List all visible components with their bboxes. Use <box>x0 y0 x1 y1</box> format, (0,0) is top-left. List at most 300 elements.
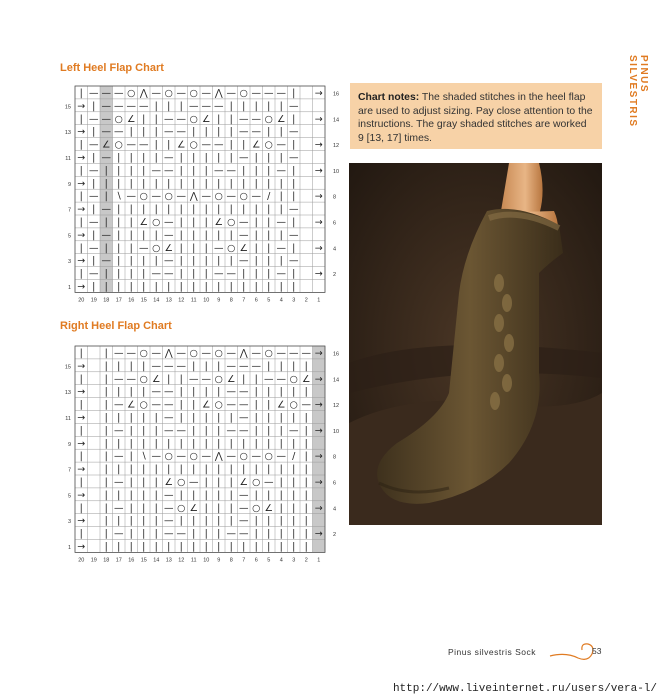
chart-cell: — <box>151 451 161 463</box>
chart-cell: | <box>279 502 283 514</box>
chart-cell: | <box>279 204 283 216</box>
chart-cell: | <box>242 464 246 476</box>
chart-cell: | <box>192 386 196 398</box>
chart-cell: | <box>204 281 208 293</box>
chart-cell: | <box>217 476 221 488</box>
chart-cell: — <box>301 347 311 359</box>
chart-cell: | <box>104 347 108 359</box>
chart-cell: | <box>267 216 271 228</box>
chart-cell: | <box>129 152 133 164</box>
chart-cell: | <box>142 438 146 450</box>
chart-cell: | <box>229 515 233 527</box>
chart-cell: | <box>267 438 271 450</box>
chart-cell: | <box>279 281 283 293</box>
chart-cell: | <box>117 152 121 164</box>
chart-cell: ∖ <box>115 191 122 203</box>
chart-cell: | <box>129 255 133 267</box>
chart-cell: | <box>129 451 133 463</box>
column-label: 7 <box>242 557 246 564</box>
chart-cell: | <box>117 255 121 267</box>
chart-cell: / <box>267 191 271 203</box>
chart-cell: | <box>129 386 133 398</box>
chart-cell: | <box>304 425 308 437</box>
chart-cell: | <box>217 502 221 514</box>
chart-cell: | <box>129 425 133 437</box>
chart-cell: | <box>292 464 296 476</box>
chart-cell: | <box>217 425 221 437</box>
chart-cell: ○ <box>114 113 123 125</box>
chart-cell: | <box>242 373 246 385</box>
chart-cell: ○ <box>127 87 136 99</box>
right-chart-title: Right Heel Flap Chart <box>60 320 172 332</box>
chart-cell: ○ <box>189 87 198 99</box>
chart-cell: | <box>254 464 258 476</box>
chart-cell: ∠ <box>176 139 186 151</box>
chart-cell: | <box>129 216 133 228</box>
chart-cell: ⋀ <box>214 87 223 99</box>
chart-cell: | <box>267 425 271 437</box>
chart-cell: ⋀ <box>139 87 148 99</box>
column-label: 9 <box>217 557 221 564</box>
chart-cell: | <box>104 515 108 527</box>
chart-cell: | <box>154 412 158 424</box>
chart-cell: | <box>242 268 246 280</box>
chart-cell: → <box>314 113 323 125</box>
chart-cell: | <box>179 216 183 228</box>
chart-cell: — <box>214 242 224 254</box>
left-chart-title: Left Heel Flap Chart <box>60 62 164 74</box>
chart-cell: | <box>304 438 308 450</box>
row-label: 16 <box>333 351 340 358</box>
chart-cell: — <box>89 191 99 203</box>
column-label: 1 <box>317 297 321 304</box>
chart-cell: — <box>164 268 174 280</box>
chart-cell: → <box>314 216 323 228</box>
chart-cell: | <box>254 268 258 280</box>
chart-cell: — <box>164 360 174 372</box>
chart-cell: — <box>176 347 186 359</box>
chart-cell: | <box>192 281 196 293</box>
chart-cell: | <box>104 528 108 540</box>
chart-cell: | <box>179 515 183 527</box>
chart-cell: | <box>204 216 208 228</box>
chart-cell: ○ <box>214 191 223 203</box>
chart-cell: | <box>154 541 158 553</box>
chart-cell: — <box>226 191 236 203</box>
row-label: 5 <box>67 493 71 500</box>
chart-cell: ∠ <box>276 113 286 125</box>
chart-cell: | <box>154 489 158 501</box>
chart-cell: | <box>179 204 183 216</box>
row-label: 7 <box>67 467 71 474</box>
row-label: 1 <box>67 284 71 291</box>
row-label: 10 <box>333 168 340 175</box>
row-label: 13 <box>64 390 71 397</box>
chart-cell: ○ <box>239 87 248 99</box>
chart-cell: — <box>289 152 299 164</box>
chart-cell: | <box>217 178 221 190</box>
chart-cell: | <box>242 204 246 216</box>
chart-cell: | <box>229 229 233 241</box>
row-label: 12 <box>333 403 340 410</box>
chart-cell: — <box>114 451 124 463</box>
chart-cell: | <box>104 165 108 177</box>
chart-cell: | <box>292 541 296 553</box>
chart-cell: | <box>204 165 208 177</box>
chart-cell: — <box>114 87 124 99</box>
chart-cell: — <box>151 87 161 99</box>
chart-cell: ∠ <box>126 399 136 411</box>
chart-cell: — <box>201 139 211 151</box>
chart-cell: | <box>254 229 258 241</box>
chart-cell: | <box>129 268 133 280</box>
chart-cell: | <box>229 139 233 151</box>
chart-cell: | <box>154 476 158 488</box>
column-label: 4 <box>279 557 283 564</box>
chart-cell: → <box>77 386 86 398</box>
chart-cell: — <box>89 268 99 280</box>
chart-cell: — <box>239 255 249 267</box>
chart-cell: | <box>229 113 233 125</box>
chart-cell: — <box>114 399 124 411</box>
row-label: 13 <box>64 130 71 137</box>
chart-cell: | <box>292 502 296 514</box>
chart-cell: ○ <box>152 216 161 228</box>
chart-cell: | <box>142 152 146 164</box>
chart-cell: | <box>217 489 221 501</box>
chart-cell: | <box>104 360 108 372</box>
chart-cell: | <box>229 412 233 424</box>
chart-cell: | <box>254 386 258 398</box>
chart-cell: | <box>267 464 271 476</box>
chart-cell: — <box>226 451 236 463</box>
chart-cell: | <box>192 489 196 501</box>
chart-cell: — <box>101 204 111 216</box>
chart-cell: | <box>79 528 83 540</box>
chart-cell: | <box>254 100 258 112</box>
chart-cell: — <box>239 113 249 125</box>
column-label: 19 <box>90 297 97 304</box>
chart-cell: — <box>114 100 124 112</box>
chart-cell: | <box>292 515 296 527</box>
column-label: 11 <box>190 557 197 564</box>
chart-cell: | <box>254 152 258 164</box>
chart-cell: | <box>279 152 283 164</box>
chart-cell: — <box>189 100 199 112</box>
chart-cell: — <box>201 451 211 463</box>
chart-cell: | <box>129 464 133 476</box>
chart-cell: ○ <box>264 113 273 125</box>
column-label: 18 <box>103 297 110 304</box>
column-label: 15 <box>140 557 147 564</box>
chart-cell: | <box>304 476 308 488</box>
chart-cell: | <box>292 412 296 424</box>
chart-cell: → <box>314 399 323 411</box>
chart-cell: | <box>79 476 83 488</box>
chart-notes-heading: Chart notes: <box>358 92 420 103</box>
chart-cell: — <box>226 425 236 437</box>
chart-cell: | <box>204 438 208 450</box>
chart-cell: | <box>304 515 308 527</box>
chart-cell: | <box>192 438 196 450</box>
chart-cell: | <box>217 360 221 372</box>
chart-cell: ○ <box>264 347 273 359</box>
chart-cell: — <box>276 165 286 177</box>
chart-cell: → <box>77 126 86 138</box>
chart-cell: | <box>167 178 171 190</box>
chart-cell: | <box>279 541 283 553</box>
chart-cell: — <box>164 229 174 241</box>
chart-cell: — <box>126 100 136 112</box>
column-label: 20 <box>78 557 85 564</box>
chart-cell: | <box>154 425 158 437</box>
chart-cell: — <box>164 502 174 514</box>
chart-cell: | <box>217 229 221 241</box>
chart-cell: | <box>229 100 233 112</box>
chart-cell: | <box>254 216 258 228</box>
chart-cell: | <box>267 165 271 177</box>
chart-cell: | <box>292 87 296 99</box>
chart-cell: — <box>239 399 249 411</box>
column-label: 16 <box>128 557 135 564</box>
chart-cell: | <box>167 373 171 385</box>
chart-cell: — <box>126 373 136 385</box>
chart-cell: — <box>89 113 99 125</box>
chart-cell: — <box>101 113 111 125</box>
chart-cell: ⋀ <box>214 451 223 463</box>
chart-cell: | <box>104 438 108 450</box>
chart-cell: | <box>242 178 246 190</box>
chart-cell: → <box>314 268 323 280</box>
chart-cell: | <box>179 100 183 112</box>
chart-cell: ○ <box>227 242 236 254</box>
chart-cell: | <box>117 360 121 372</box>
chart-cell: | <box>117 412 121 424</box>
chart-cell: | <box>104 178 108 190</box>
chart-cell: — <box>126 347 136 359</box>
chart-cell: | <box>292 113 296 125</box>
row-label: 8 <box>333 194 337 201</box>
chart-cell: | <box>117 386 121 398</box>
chart-cell: | <box>204 425 208 437</box>
chart-cell: — <box>189 373 199 385</box>
row-label: 15 <box>64 364 71 371</box>
chart-cell: — <box>276 347 286 359</box>
chart-cell: | <box>292 489 296 501</box>
chart-cell: | <box>92 255 96 267</box>
chart-cell: | <box>292 360 296 372</box>
chart-cell: ∠ <box>189 502 199 514</box>
chart-cell: | <box>92 178 96 190</box>
chart-cell: ○ <box>252 502 261 514</box>
chart-cell: | <box>242 438 246 450</box>
chart-cell: | <box>92 229 96 241</box>
chart-cell: | <box>217 281 221 293</box>
chart-cell: ○ <box>177 502 186 514</box>
chart-cell: | <box>292 216 296 228</box>
row-label: 6 <box>333 220 337 227</box>
chart-cell: | <box>192 242 196 254</box>
chart-cell: — <box>239 425 249 437</box>
chart-cell: — <box>276 451 286 463</box>
chart-cell: | <box>142 386 146 398</box>
chart-cell: — <box>301 399 311 411</box>
chart-cell: | <box>229 464 233 476</box>
chart-cell: | <box>79 373 83 385</box>
chart-cell: — <box>214 165 224 177</box>
chart-cell: | <box>279 515 283 527</box>
chart-cell: — <box>151 191 161 203</box>
chart-cell: | <box>179 373 183 385</box>
chart-cell: | <box>167 139 171 151</box>
row-label: 16 <box>333 91 340 98</box>
chart-cell: | <box>154 152 158 164</box>
chart-cell: | <box>304 464 308 476</box>
chart-cell: — <box>264 87 274 99</box>
chart-cell: | <box>179 438 183 450</box>
chart-cell: ○ <box>214 347 223 359</box>
chart-cell: | <box>142 126 146 138</box>
chart-cell: | <box>279 360 283 372</box>
chart-cell: | <box>117 515 121 527</box>
chart-cell: | <box>292 191 296 203</box>
chart-cell: | <box>154 178 158 190</box>
chart-cell: | <box>129 204 133 216</box>
chart-cell: | <box>267 242 271 254</box>
chart-cell: | <box>267 360 271 372</box>
chart-cell: | <box>292 165 296 177</box>
row-label: 7 <box>67 207 71 214</box>
chart-cell: → <box>314 451 323 463</box>
chart-cell: | <box>204 268 208 280</box>
chart-cell: | <box>104 399 108 411</box>
chart-cell: | <box>79 451 83 463</box>
sock-photo <box>349 163 602 525</box>
column-label: 17 <box>115 297 122 304</box>
chart-cell: — <box>89 165 99 177</box>
chart-cell: ∠ <box>164 476 174 488</box>
chart-cell: — <box>214 139 224 151</box>
chart-cell: | <box>279 126 283 138</box>
chart-cell: | <box>179 152 183 164</box>
chart-cell: | <box>192 464 196 476</box>
chart-cell: ○ <box>164 87 173 99</box>
chart-cell: → <box>77 281 86 293</box>
chart-cell: — <box>164 489 174 501</box>
chart-cell: ∠ <box>251 139 261 151</box>
chart-cell: — <box>226 399 236 411</box>
chart-cell: | <box>217 412 221 424</box>
chart-cell: | <box>142 515 146 527</box>
chart-cell: | <box>154 281 158 293</box>
chart-cell: | <box>292 139 296 151</box>
chart-cell: | <box>117 229 121 241</box>
chart-cell: | <box>204 476 208 488</box>
chart-cell: | <box>279 528 283 540</box>
column-label: 17 <box>115 557 122 564</box>
chart-cell: | <box>267 268 271 280</box>
chart-cell: | <box>217 113 221 125</box>
chart-cell: | <box>129 165 133 177</box>
chart-cell: | <box>129 476 133 488</box>
chart-cell: | <box>142 165 146 177</box>
chart-cell: — <box>139 242 149 254</box>
chart-cell: — <box>164 386 174 398</box>
chart-cell: | <box>242 100 246 112</box>
chart-cell: | <box>142 464 146 476</box>
chart-cell: — <box>114 373 124 385</box>
chart-cell: — <box>164 126 174 138</box>
chart-cell: — <box>164 412 174 424</box>
chart-cell: — <box>239 528 249 540</box>
chart-cell: | <box>104 502 108 514</box>
chart-cell: | <box>279 438 283 450</box>
chart-cell: → <box>314 476 323 488</box>
chart-cell: | <box>204 360 208 372</box>
chart-cell: | <box>217 528 221 540</box>
chart-cell: ∠ <box>214 216 224 228</box>
chart-cell: | <box>217 152 221 164</box>
chart-cell: | <box>242 165 246 177</box>
chart-cell: ○ <box>227 216 236 228</box>
column-label: 1 <box>317 557 321 564</box>
chart-cell: | <box>117 489 121 501</box>
chart-cell: | <box>204 541 208 553</box>
page-number: 53 <box>592 646 602 656</box>
chart-cell: | <box>254 399 258 411</box>
chart-cell: | <box>292 476 296 488</box>
chart-cell: — <box>276 373 286 385</box>
chart-cell: | <box>154 528 158 540</box>
chart-cell: | <box>192 360 196 372</box>
chart-cell: | <box>104 191 108 203</box>
chart-cell: | <box>154 502 158 514</box>
chart-cell: | <box>104 489 108 501</box>
column-label: 14 <box>153 297 160 304</box>
chart-cell: | <box>279 386 283 398</box>
chart-cell: ○ <box>289 373 298 385</box>
column-label: 14 <box>153 557 160 564</box>
chart-cell: | <box>92 281 96 293</box>
chart-cell: | <box>192 515 196 527</box>
chart-cell: | <box>179 165 183 177</box>
chart-cell: — <box>176 360 186 372</box>
chart-cell: | <box>142 476 146 488</box>
chart-cell: | <box>129 242 133 254</box>
right-heel-flap-chart <box>55 342 345 564</box>
chart-cell: — <box>226 87 236 99</box>
chart-cell: | <box>142 528 146 540</box>
row-label: 12 <box>333 143 340 150</box>
chart-cell: ∠ <box>201 399 211 411</box>
chart-cell: — <box>139 100 149 112</box>
chart-cell: — <box>101 87 111 99</box>
chart-cell: | <box>79 502 83 514</box>
chart-cell: → <box>314 347 323 359</box>
chart-cell: — <box>201 87 211 99</box>
chart-cell: | <box>304 412 308 424</box>
chart-cell: → <box>77 541 86 553</box>
chart-cell: | <box>129 281 133 293</box>
chart-cell: | <box>79 113 83 125</box>
chart-cell: ○ <box>114 139 123 151</box>
chart-cell: → <box>77 438 86 450</box>
chart-cell: — <box>239 229 249 241</box>
chart-cell: — <box>289 255 299 267</box>
chart-cell: | <box>142 489 146 501</box>
chart-cell: — <box>89 242 99 254</box>
chart-cell: ○ <box>139 191 148 203</box>
